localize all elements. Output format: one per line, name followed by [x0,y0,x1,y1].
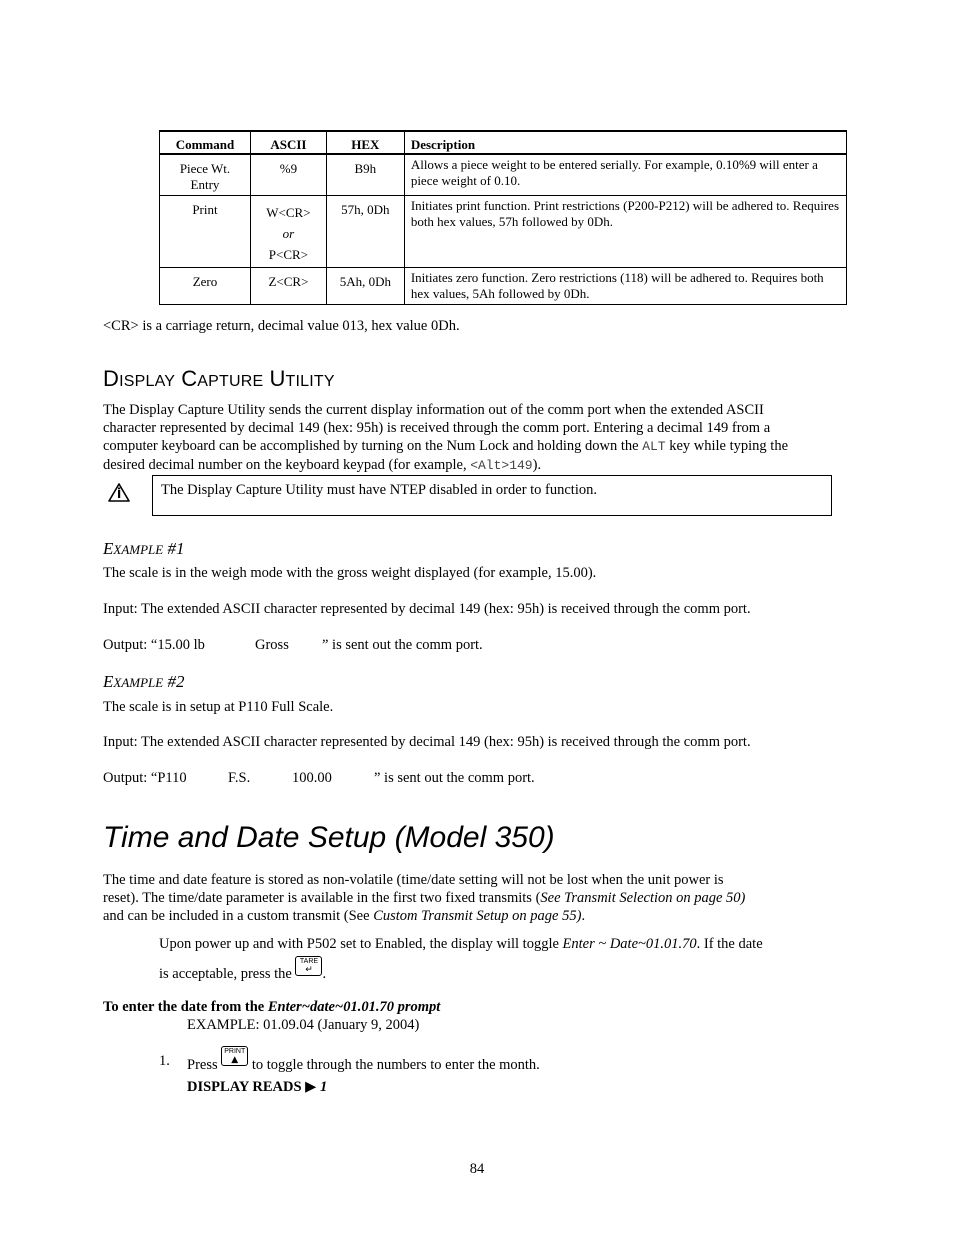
cell-hex: B9h [326,154,404,196]
alt-key-code: ALT [642,439,666,454]
text-run: ). [532,457,542,473]
section-heading [103,366,335,392]
cr-note: <CR> is a carriage return, decimal value 013, hex value 0Dh. [103,318,460,334]
text-run: . [581,908,586,924]
table-row [160,268,847,305]
heading-cap: E [103,539,114,558]
tare-key-label: TARE [299,958,319,965]
example-1-line: The scale is in the weigh mode with the gross weight displayed (for example, 15.00). [103,565,597,581]
cell-command: Zero [160,268,251,305]
tare-key-icon [295,956,322,976]
dcu-paragraph-line: The Display Capture Utility sends the current display information out of the comm port when the extended ASCII [103,402,764,418]
col-header-ascii: ASCII [250,131,326,154]
heading-small: TILITY [285,373,335,390]
example-1-heading [103,539,184,559]
power-paragraph-line [159,935,763,953]
alt-example-code: <Alt>149 [470,458,533,473]
dcu-paragraph-line [103,437,788,456]
example-1-output-c: ” is sent out the comm port. [322,637,483,653]
text-run: to toggle through the numbers to enter the month. [248,1057,540,1073]
command-table [159,130,847,305]
warning-icon [107,482,131,503]
text-run: Upon power up and with P502 set to Enabled, the display will toggle [159,936,563,952]
print-key-label: PRINT [224,1048,246,1055]
example-2-output-b: F.S. [228,770,251,786]
cell-description: Initiates zero function. Zero restrictions (118) will be adhered to. Requires both hex values, 5Ah followed by 0Dh. [404,268,846,305]
heading-small: ISPLAY [119,373,176,390]
print-key-icon [221,1046,248,1066]
cell-description: Initiates print function. Print restrictions (P200-P212) will be adhered to. Requires both hex values, 57h followed by 0Dh. [404,196,846,268]
example-2-output-a: Output: “P110 [103,770,187,786]
step-number: 1. [159,1053,170,1069]
heading-small: APTURE [197,373,264,390]
text-run: key while typing the [665,438,789,454]
transmit-selection-ref: See Transmit Selection on page 50) [540,890,746,906]
cell-hex: 5Ah, 0Dh [326,268,404,305]
display-reads-value: 1 [319,1079,328,1095]
dcu-paragraph-line [103,456,541,475]
cell-ascii: Z<CR> [250,268,326,305]
time-paragraph-line: The time and date feature is stored as non-volatile (time/date setting will not be lost when the unit power is [103,872,724,888]
enter-date-heading [103,998,440,1016]
col-header-hex: HEX [326,131,404,154]
text-run: and can be included in a custom transmit (See [103,908,374,924]
time-paragraph-line [103,907,585,925]
text-run: . If the date [696,936,763,952]
ascii-line-or: or [282,226,295,241]
example-1-output-a: Output: “15.00 lb [103,637,205,653]
print-key-glyph: ▲ [231,1055,239,1065]
cell-ascii: %9 [250,154,326,196]
note-text: The Display Capture Utility must have NTEP disabled in order to function. [161,482,597,498]
example-2-heading [103,672,184,692]
table-row [160,196,847,268]
example-2-output-c: 100.00 [292,770,332,786]
heading-cap: C [181,366,198,391]
example-1-input: Input: The extended ASCII character represented by decimal 149 (hex: 95h) is received through the comm port. [103,601,751,617]
col-header-command: Command [160,131,251,154]
display-reads [187,1078,327,1096]
heading-small: XAMPLE [113,542,164,557]
step-1-text [187,1046,540,1073]
example-2-line: The scale is in setup at P110 Full Scale. [103,699,334,715]
time-date-heading: Time and Date Setup (Model 350) [103,821,555,854]
text-run: desired decimal number on the keyboard keypad (for example, [103,457,471,473]
ascii-line: P<CR> [268,247,309,262]
text-run: To enter the date from the [103,999,268,1015]
table-header-row [160,131,847,154]
custom-transmit-ref: Custom Transmit Setup on page 55) [373,908,582,924]
note-box [152,475,832,516]
text-run: reset). The time/date parameter is available in the first two fixed transmits ( [103,890,541,906]
ascii-line: W<CR> [266,205,311,220]
heading-cap: E [103,672,114,691]
enter-date-example: EXAMPLE: 01.09.04 (January 9, 2004) [187,1017,420,1033]
cell-command: Piece Wt. Entry [160,154,251,196]
table-row [160,154,847,196]
display-reads-label: DISPLAY READS ▶ [187,1079,320,1095]
cell-hex: 57h, 0Dh [326,196,404,268]
col-header-description: Description [404,131,846,154]
tare-key-glyph: ↵ [305,965,313,975]
cell-ascii [250,196,326,268]
text-run: is acceptable, press the [159,966,296,982]
heading-cap: U [269,366,286,391]
heading-number: #1 [163,539,185,558]
display-prompt: Enter ~ Date~01.01.70 [562,936,697,952]
power-paragraph-line [159,956,327,982]
example-1-output-b: Gross [255,637,289,653]
cell-description: Allows a piece weight to be entered serially. For example, 0.10%9 will enter a piece weight of 0.10. [404,154,846,196]
text-run: computer keyboard can be accomplished by turning on the Num Lock and holding down the [103,438,643,454]
text-run: Press [187,1057,222,1073]
cell-command: Print [160,196,251,268]
example-2-output-d: ” is sent out the comm port. [374,770,535,786]
heading-cap: D [103,366,120,391]
example-2-input: Input: The extended ASCII character represented by decimal 149 (hex: 95h) is received through the comm port. [103,734,751,750]
dcu-paragraph-line: character represented by decimal 149 (hex: 95h) is received through the comm port. Entering a decimal 149 from a [103,420,771,436]
heading-small: XAMPLE [113,675,164,690]
text-run: . [322,966,327,982]
page-number: 84 [469,1161,485,1177]
heading-number: #2 [163,672,185,691]
time-paragraph-line [103,889,745,907]
enter-date-prompt: Enter~date~01.01.70 prompt [267,999,441,1015]
